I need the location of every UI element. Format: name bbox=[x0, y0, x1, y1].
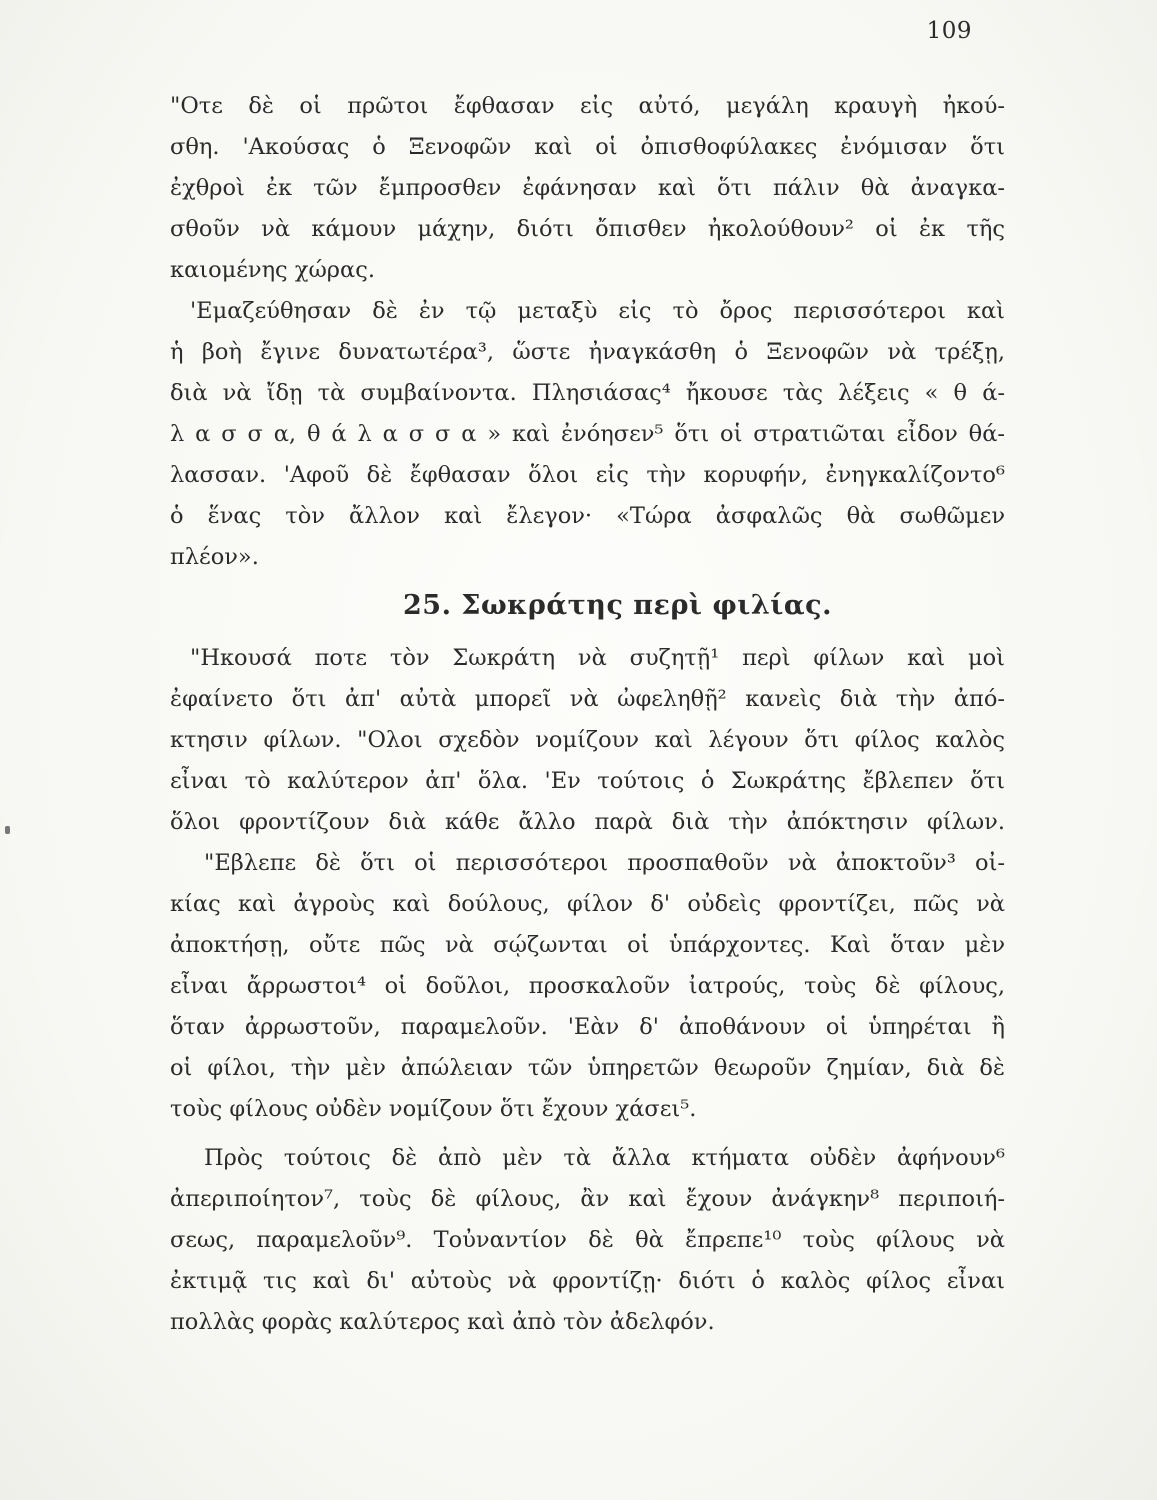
text-line: εἶναι τὸ καλύτερον ἀπ' ὅλα. 'Εν τούτοις ὁ Σωκράτης ἔβλεπεν ὅτι bbox=[170, 768, 1005, 794]
text-line: ἀποκτήσῃ, οὔτε πῶς νὰ σῴζωνται οἱ ὑπάρχοντες. Καὶ ὅταν μὲν bbox=[170, 932, 1005, 958]
paragraph bbox=[170, 1138, 1005, 1343]
paragraph bbox=[170, 638, 1005, 843]
text-line: ἀπεριποίητον⁷, τοὺς δὲ φίλους, ἂν καὶ ἔχουν ἀνάγκην⁸ περιποιή- bbox=[170, 1186, 1005, 1212]
text-line: "Εβλεπε δὲ ὅτι οἱ περισσότεροι προσπαθοῦν νὰ ἀποκτοῦν³ οἰ- bbox=[204, 850, 1005, 876]
text-line: διὰ νὰ ἴδῃ τὰ συμβαίνοντα. Πλησιάσας⁴ ἤκουσε τὰς λέξεις « θ ά- bbox=[170, 380, 1005, 406]
text-line: "Ηκουσά ποτε τὸν Σωκράτη νὰ συζητῇ¹ περὶ φίλων καὶ μοὶ bbox=[190, 645, 1005, 671]
text-line: κτησιν φίλων. "Ολοι σχεδὸν νομίζουν καὶ λέγουν ὅτι φίλος καλὸς bbox=[170, 727, 1005, 753]
text-line: ὁ ἕνας τὸν ἄλλον καὶ ἔλεγον· «Τώρα ἀσφαλῶς θὰ σωθῶμεν bbox=[170, 503, 1005, 529]
text-line: "Οτε δὲ οἱ πρῶτοι ἔφθασαν εἰς αὐτό, μεγάλη κραυγὴ ἠκού- bbox=[170, 93, 1005, 119]
text-line: λασσαν. 'Αφοῦ δὲ ἔφθασαν ὅλοι εἰς τὴν κορυφήν, ἐνηγκαλίζοντο⁶ bbox=[170, 462, 1005, 488]
text-line: λ α σ σ α, θ ά λ α σ σ α » καὶ ἐνόησεν⁵ ὅτι οἱ στρατιῶται εἶδον θά- bbox=[170, 421, 1005, 447]
text-line: ὅλοι φροντίζουν διὰ κάθε ἄλλο παρὰ διὰ τὴν ἀπόκτησιν φίλων. bbox=[170, 809, 1005, 835]
text-line: εἶναι ἄρρωστοι⁴ οἱ δοῦλοι, προσκαλοῦν ἰατρούς, τοὺς δὲ φίλους, bbox=[170, 973, 1005, 999]
text-line: ἐφαίνετο ὅτι ἀπ' αὐτὰ μπορεῖ νὰ ὠφεληθῇ² κανεὶς διὰ τὴν ἀπό- bbox=[170, 686, 1005, 712]
section-heading: 25. Σωκράτης περὶ φιλίας. bbox=[403, 590, 832, 621]
text-line: σθη. 'Ακούσας ὁ Ξενοφῶν καὶ οἱ ὀπισθοφύλακες ἐνόμισαν ὅτι bbox=[170, 134, 1005, 160]
text-line: ἡ βοὴ ἔγινε δυνατωτέρα³, ὥστε ἠναγκάσθη ὁ Ξενοφῶν νὰ τρέξῃ, bbox=[170, 339, 1005, 365]
text-line: ἐκτιμᾷ τις καὶ δι' αὐτοὺς νὰ φροντίζῃ· διότι ὁ καλὸς φίλος εἶναι bbox=[170, 1268, 1005, 1294]
text-block bbox=[170, 86, 1005, 1343]
text-line: 'Εμαζεύθησαν δὲ ἐν τῷ μεταξὺ εἰς τὸ ὄρος περισσότεροι καὶ bbox=[190, 298, 1005, 324]
text-line: πολλὰς φορὰς καλύτερος καὶ ἀπὸ τὸν ἀδελφόν. bbox=[170, 1309, 715, 1335]
paragraph bbox=[170, 86, 1005, 291]
text-line: κίας καὶ ἀγροὺς καὶ δούλους, φίλον δ' οὐδεὶς φροντίζει, πῶς νὰ bbox=[170, 891, 1005, 917]
text-line: σεως, παραμελοῦν⁹. Τοὐναντίον δὲ θὰ ἔπρεπε¹⁰ τοὺς φίλους νὰ bbox=[170, 1227, 1005, 1253]
page-number: 109 bbox=[926, 18, 972, 44]
text-line: σθοῦν νὰ κάμουν μάχην, διότι ὄπισθεν ἠκολούθουν² οἱ ἐκ τῆς bbox=[170, 216, 1005, 242]
text-line: Πρὸς τούτοις δὲ ἀπὸ μὲν τὰ ἄλλα κτήματα οὐδὲν ἀφήνουν⁶ bbox=[204, 1145, 1005, 1171]
text-line: τοὺς φίλους οὐδὲν νομίζουν ὅτι ἔχουν χάσει⁵. bbox=[170, 1096, 697, 1122]
margin-mark bbox=[5, 826, 10, 834]
text-line: ἐχθροὶ ἐκ τῶν ἔμπροσθεν ἐφάνησαν καὶ ὅτι πάλιν θὰ ἀναγκα- bbox=[170, 175, 1005, 201]
text-line: οἱ φίλοι, τὴν μὲν ἀπώλειαν τῶν ὑπηρετῶν θεωροῦν ζημίαν, διὰ δὲ bbox=[170, 1055, 1005, 1081]
paragraph bbox=[170, 291, 1005, 578]
text-line: ὅταν ἀρρωστοῦν, παραμελοῦν. 'Εὰν δ' ἀποθάνουν οἱ ὑπηρέται ἢ bbox=[170, 1014, 1005, 1040]
paragraph-gap bbox=[170, 1130, 1005, 1138]
text-line: πλέον». bbox=[170, 544, 259, 570]
paragraph bbox=[170, 843, 1005, 1130]
text-line: καιομένης χώρας. bbox=[170, 257, 375, 283]
